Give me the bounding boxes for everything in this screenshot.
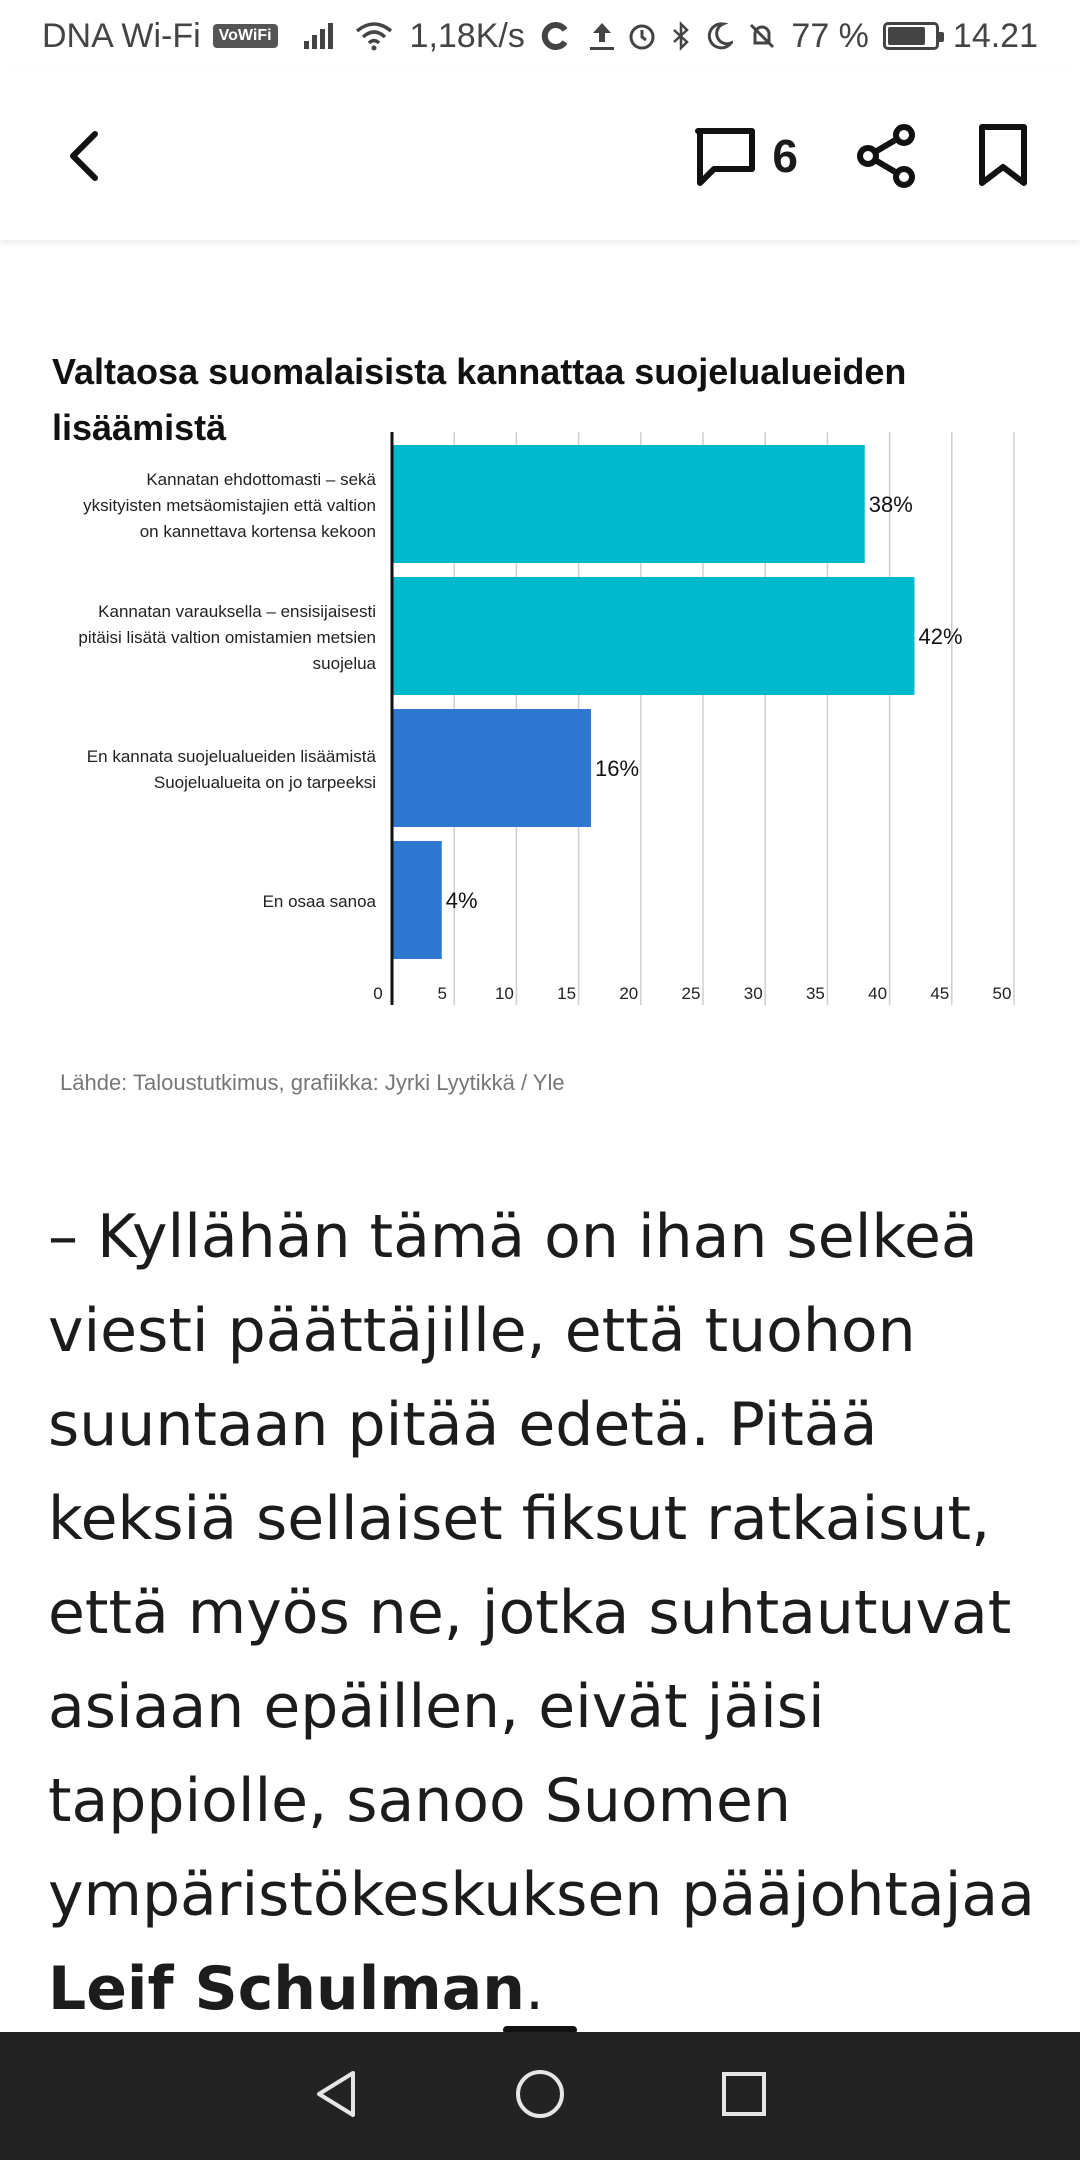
category-label: Kannatan ehdottomasti – sekä xyxy=(146,470,376,489)
category-label: En kannata suojelualueiden lisäämistä xyxy=(86,747,376,766)
bar-chart xyxy=(0,420,1080,1020)
x-tick-label: 40 xyxy=(868,984,888,1003)
person-name: Leif Schulman xyxy=(48,1954,525,2024)
x-tick-label: 25 xyxy=(681,984,701,1003)
article-end: . xyxy=(524,1954,545,2024)
category-label: suojelua xyxy=(312,654,376,673)
battery-icon xyxy=(883,22,939,50)
category-label: En osaa sanoa xyxy=(262,892,376,911)
x-tick-label: 45 xyxy=(930,984,950,1003)
navigation-bar xyxy=(0,2032,1080,2160)
x-tick-label: 15 xyxy=(557,984,577,1003)
bar-1 xyxy=(392,445,865,563)
bar-2 xyxy=(392,577,914,695)
carrier-name: DNA Wi-Fi xyxy=(42,16,201,55)
x-tick-label: 20 xyxy=(619,984,639,1003)
moon-icon xyxy=(705,21,733,51)
bell-off-icon xyxy=(747,21,777,51)
nav-recents-icon xyxy=(717,2067,771,2121)
article-text: – Kyllähän tämä on ihan selkeä viesti päättäjille, että tuohon suuntaan pitää edetä. Pitää keksiä sellaiset fiksut ratkaisut, että myös ne, jotka suhtautuvat asiaan epäillen, eivät jäisi tappiolle, sanoo Suomen ympäristökeskuksen pääjohtajaa xyxy=(48,1202,1035,1930)
bookmark-button[interactable] xyxy=(976,106,1030,206)
status-icons xyxy=(302,17,617,56)
category-label: Kannatan varauksella – ensisijaisesti xyxy=(98,602,376,621)
value-label-1: 38% xyxy=(868,492,913,517)
comment-count: 6 xyxy=(772,130,798,182)
app-header xyxy=(0,72,1080,240)
status-right xyxy=(627,17,1038,56)
x-tick-label: 0 xyxy=(373,984,383,1003)
comments-button[interactable] xyxy=(692,106,798,206)
c-app-icon xyxy=(541,21,571,51)
battery-fill xyxy=(888,27,925,45)
battery-percent: 77 % xyxy=(791,16,869,55)
x-tick-label: 5 xyxy=(437,984,447,1003)
clock: 14.21 xyxy=(952,16,1038,55)
bluetooth-icon xyxy=(671,21,691,51)
category-label: Suojelualueita on jo tarpeeksi xyxy=(153,773,376,792)
nav-back-button[interactable] xyxy=(309,2067,363,2125)
chart-source: Lähde: Taloustutkimus, grafiikka: Jyrki Lyytikkä / Yle xyxy=(60,1070,565,1095)
x-tick-label: 30 xyxy=(743,984,763,1003)
bar-3 xyxy=(392,709,591,827)
bookmark-icon xyxy=(976,123,1030,189)
alarm-icon xyxy=(627,21,657,51)
value-label-2: 42% xyxy=(918,624,963,649)
nav-home-icon xyxy=(513,2067,567,2121)
bar-4 xyxy=(392,841,442,959)
value-label-4: 4% xyxy=(445,888,478,913)
category-label: yksityisten metsäomistajien että valtion xyxy=(83,496,376,515)
nav-back-icon xyxy=(309,2067,363,2121)
comment-icon xyxy=(692,123,758,189)
category-label: on kannettava kortensa kekoon xyxy=(139,522,376,541)
value-label-3: 16% xyxy=(595,756,640,781)
back-button[interactable] xyxy=(50,106,120,206)
header-actions xyxy=(692,106,1030,206)
chart-title: Valtaosa suomalaisista kannattaa suojelualueiden lisäämistä xyxy=(52,351,907,448)
category-label: pitäisi lisätä valtion omistamien metsien xyxy=(78,628,376,647)
status-left xyxy=(42,17,278,56)
vowifi-badge: VoWiFi xyxy=(213,24,278,48)
share-icon xyxy=(854,123,920,189)
article-paragraph xyxy=(48,1190,1048,2036)
x-tick-label: 50 xyxy=(992,984,1012,1003)
back-arrow-icon xyxy=(65,128,105,184)
net-speed: 1,18K/s xyxy=(409,16,525,55)
share-button[interactable] xyxy=(854,106,920,206)
nav-recents-button[interactable] xyxy=(717,2067,771,2125)
x-tick-label: 10 xyxy=(494,984,514,1003)
status-bar xyxy=(0,0,1080,72)
wifi-icon xyxy=(354,21,394,51)
signal-icon xyxy=(302,21,338,51)
nav-home-button[interactable] xyxy=(513,2067,567,2125)
upload-icon xyxy=(587,20,617,52)
x-tick-label: 35 xyxy=(805,984,825,1003)
